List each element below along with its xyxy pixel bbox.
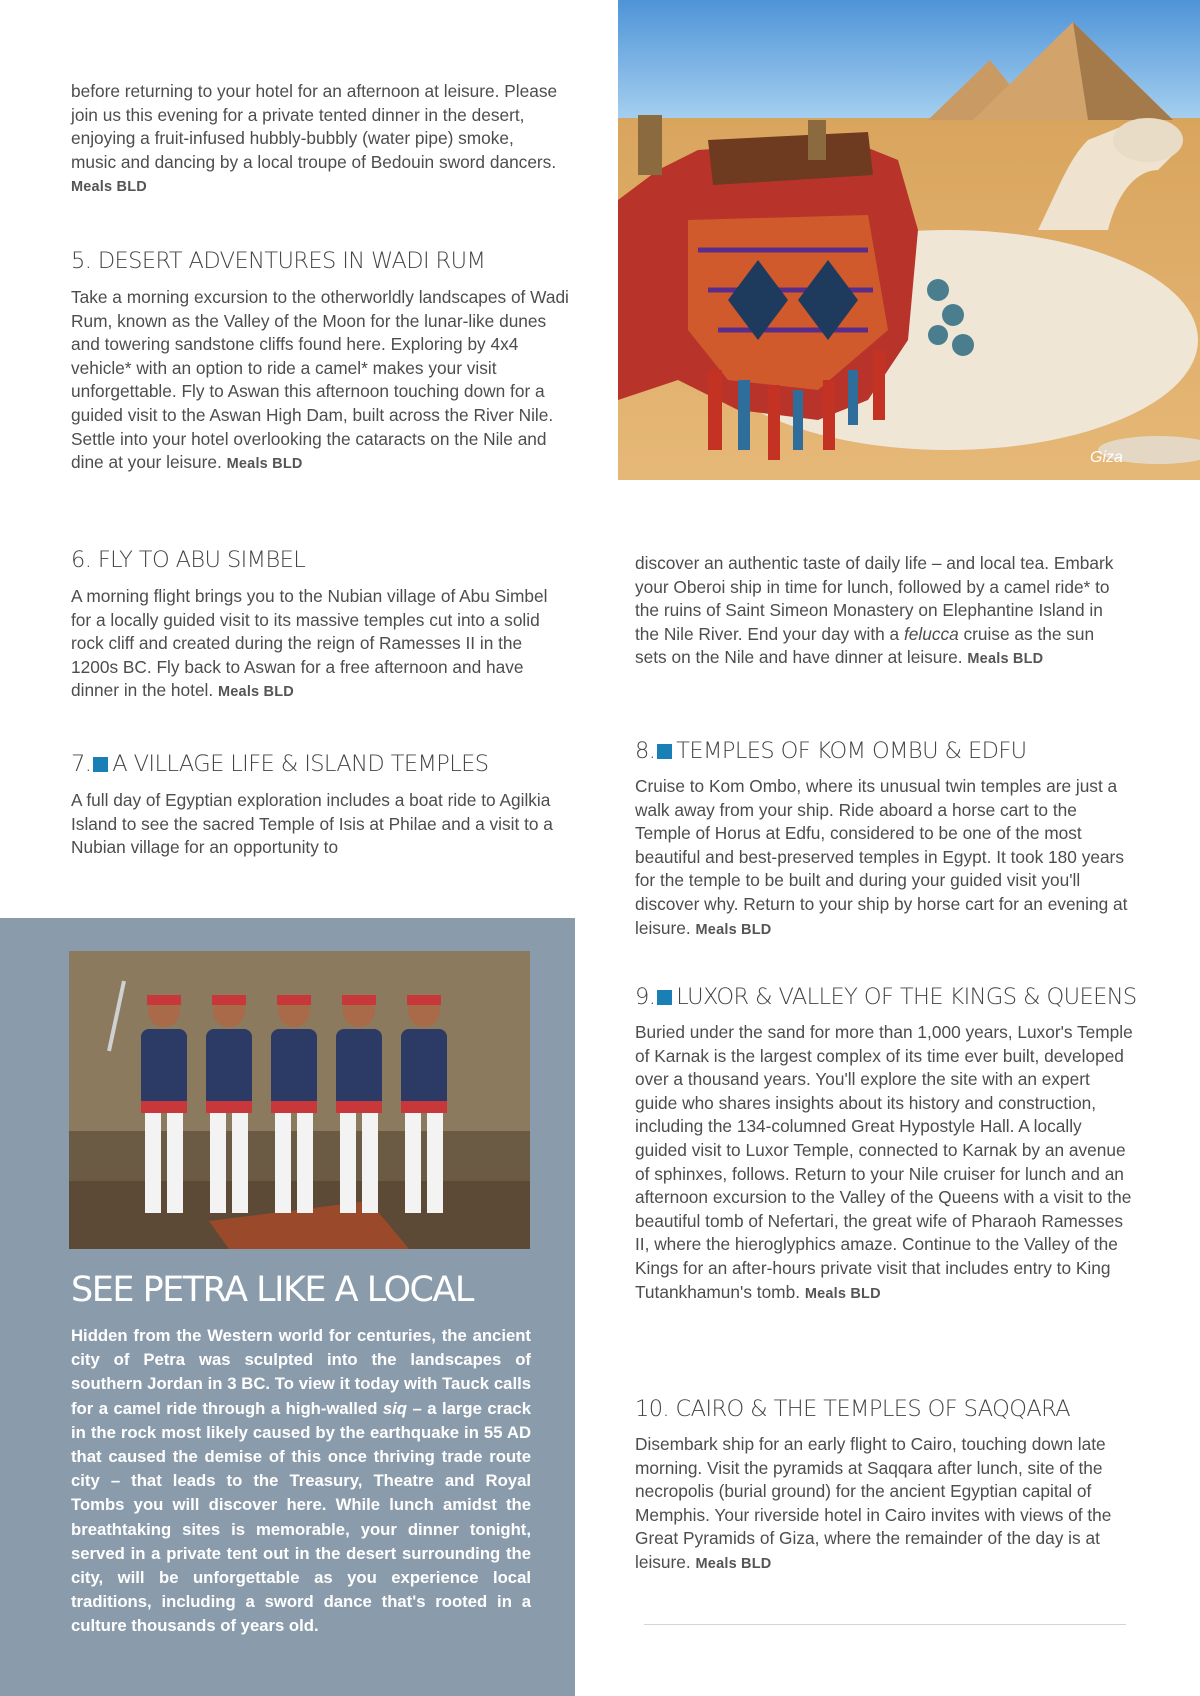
meals-label: Meals BLD	[226, 456, 303, 473]
sword-dancers-photo	[69, 951, 530, 1249]
day8-title: TEMPLES OF KOM OMBU & EDFU	[676, 738, 1027, 764]
day7-paragraph	[71, 789, 561, 860]
felucca-term: felucca	[903, 623, 959, 644]
day7-continued-paragraph	[635, 552, 1130, 672]
day7cont-text-a: discover an authentic taste of daily life – and local tea. Embark your Oberoi ship in time for lunch, followed by a camel ride* to the ruins of Saint Simeon Monastery on Elephantine Island in the Nile River. End your day with a	[635, 553, 1114, 644]
day9-number: 9.	[635, 984, 656, 1010]
day5-heading: 5. DESERT ADVENTURES IN WADI RUM	[71, 248, 486, 274]
dancers-illustration	[69, 951, 530, 1249]
day7cont-text-b: cruise as the sun sets on the Nile and have dinner at leisure.	[635, 623, 1095, 668]
day10-paragraph	[635, 1433, 1133, 1577]
day9-paragraph	[635, 1021, 1133, 1306]
petra-title: SEE PETRA LIKE A LOCAL	[71, 1270, 473, 1310]
meals-label: Meals BLD	[967, 651, 1044, 668]
giza-camel-photo	[618, 0, 1200, 480]
day7-text: A full day of Egyptian exploration includes a boat ride to Agilkia Island to see the sacred Temple of Isis at Philae and a visit to a Nubian village for an opportunity to	[71, 790, 553, 858]
camel-illustration	[618, 0, 1200, 480]
day9-heading	[635, 984, 1137, 1010]
intro-text: before returning to your hotel for an afternoon at leisure. Please join us this evening for a private tented dinner in the desert, enjoying a fruit-infused hubbly-bubbly (water pipe) smoke, music and dancing by a local troupe of Bedouin sword dancers.	[71, 81, 558, 172]
photo-caption: Giza	[1090, 449, 1123, 466]
petra-paragraph	[71, 1324, 531, 1639]
square-bullet-icon	[93, 757, 108, 772]
day6-paragraph	[71, 585, 561, 705]
day5-paragraph	[71, 286, 571, 477]
day8-text: Cruise to Kom Ombo, where its unusual twin temples are just a walk away from your ship. Ride aboard a horse cart to the Temple of Horus at Edfu, considered to be one of the most beautiful and best-preserved temples in Egypt. It took 180 years for the temple to be built and during your guided visit you'll discover why. Return to your ship by horse cart for an evening at leisure.	[635, 776, 1128, 938]
meals-label: Meals BLD	[804, 1285, 881, 1302]
meals-label: Meals BLD	[695, 921, 772, 938]
day9-title: LUXOR & VALLEY OF THE KINGS & QUEENS	[676, 984, 1137, 1010]
petra-text-a: Hidden from the Western world for centuries, the ancient city of Petra was sculpted into the landscapes of southern Jordan in 3 BC. To view it today with Tauck calls for a camel ride through a high-walled	[71, 1326, 531, 1418]
square-bullet-icon	[657, 990, 672, 1005]
meals-label: Meals BLD	[218, 684, 294, 701]
square-bullet-icon	[657, 744, 672, 759]
petra-italic-term: siq	[382, 1398, 408, 1418]
day8-heading	[635, 738, 1027, 764]
day10-text: Disembark ship for an early flight to Cairo, touching down late morning. Visit the pyramids at Saqqara after lunch, site of the necropolis (burial ground) for the ancient Egyptian capital of Memphis. Your riverside hotel in Cairo invites with views of the Great Pyramids of Giza, where the remainder of the day is at leisure.	[635, 1434, 1112, 1572]
day5-text: Take a morning excursion to the otherworldly landscapes of Wadi Rum, known as the Valley of the Moon for the lunar-like dunes and towering sandstone cliffs found here. Exploring by 4x4 vehicle* with an option to ride a camel* makes your visit unforgettable. Fly to Aswan this afternoon touching down for a guided visit to the Aswan High Dam, built across the River Nile. Settle into your hotel overlooking the cataracts on the Nile and dine at your leisure.	[71, 287, 569, 473]
day8-number: 8.	[635, 738, 656, 764]
meals-label: Meals BLD	[71, 179, 147, 196]
petra-text-b: – a large crack in the rock most likely caused by the earthquake in 55 AD that caused the demise of this once thriving trade route city – that leads to the Treasury, Theatre and Royal Tombs you will discover here. While lunch amidst the breathtaking sites is memorable, your dinner tonight, served in a private tent out in the desert surrounding the city, will be unforgettable as you experience local traditions, including a sword dance that's rooted in a culture thousands of years old.	[71, 1398, 531, 1636]
day7-title: A VILLAGE LIFE & ISLAND TEMPLES	[112, 751, 489, 777]
day7-number: 7.	[71, 751, 92, 777]
footer-divider	[644, 1624, 1126, 1625]
day7-heading	[71, 751, 488, 777]
day8-paragraph	[635, 775, 1135, 942]
day6-text: A morning flight brings you to the Nubian village of Abu Simbel for a locally guided visit to its massive temples cut into a solid rock cliff and created during the reign of Ramesses II in the 1200s BC. Fly back to Aswan for a free afternoon and have dinner in the hotel.	[71, 586, 548, 701]
day9-text: Buried under the sand for more than 1,000 years, Luxor's Temple of Karnak is the largest complex of its time ever built, developed over a thousand years. You'll explore the site with an expert guide who shares insights about its history and construction, including the 134-columned Great Hypostyle Hall. A locally guided visit to Luxor Temple, connected to Karnak by an avenue of sphinxes, follows. Return to your Nile cruiser for lunch and an afternoon excursion to the Valley of the Queens with a visit to the beautiful tomb of Nefertari, the great wife of Pharaoh Ramesses II, where the hieroglyphics amaze. Continue to the Valley of the Kings for an after-hours private visit that includes entry to King Tutankhamun's tomb.	[635, 1022, 1133, 1302]
intro-paragraph	[71, 80, 561, 200]
meals-label: Meals BLD	[695, 1555, 772, 1572]
day10-heading: 10. CAIRO & THE TEMPLES OF SAQQARA	[635, 1396, 1071, 1422]
day6-heading: 6. FLY TO ABU SIMBEL	[71, 547, 306, 573]
